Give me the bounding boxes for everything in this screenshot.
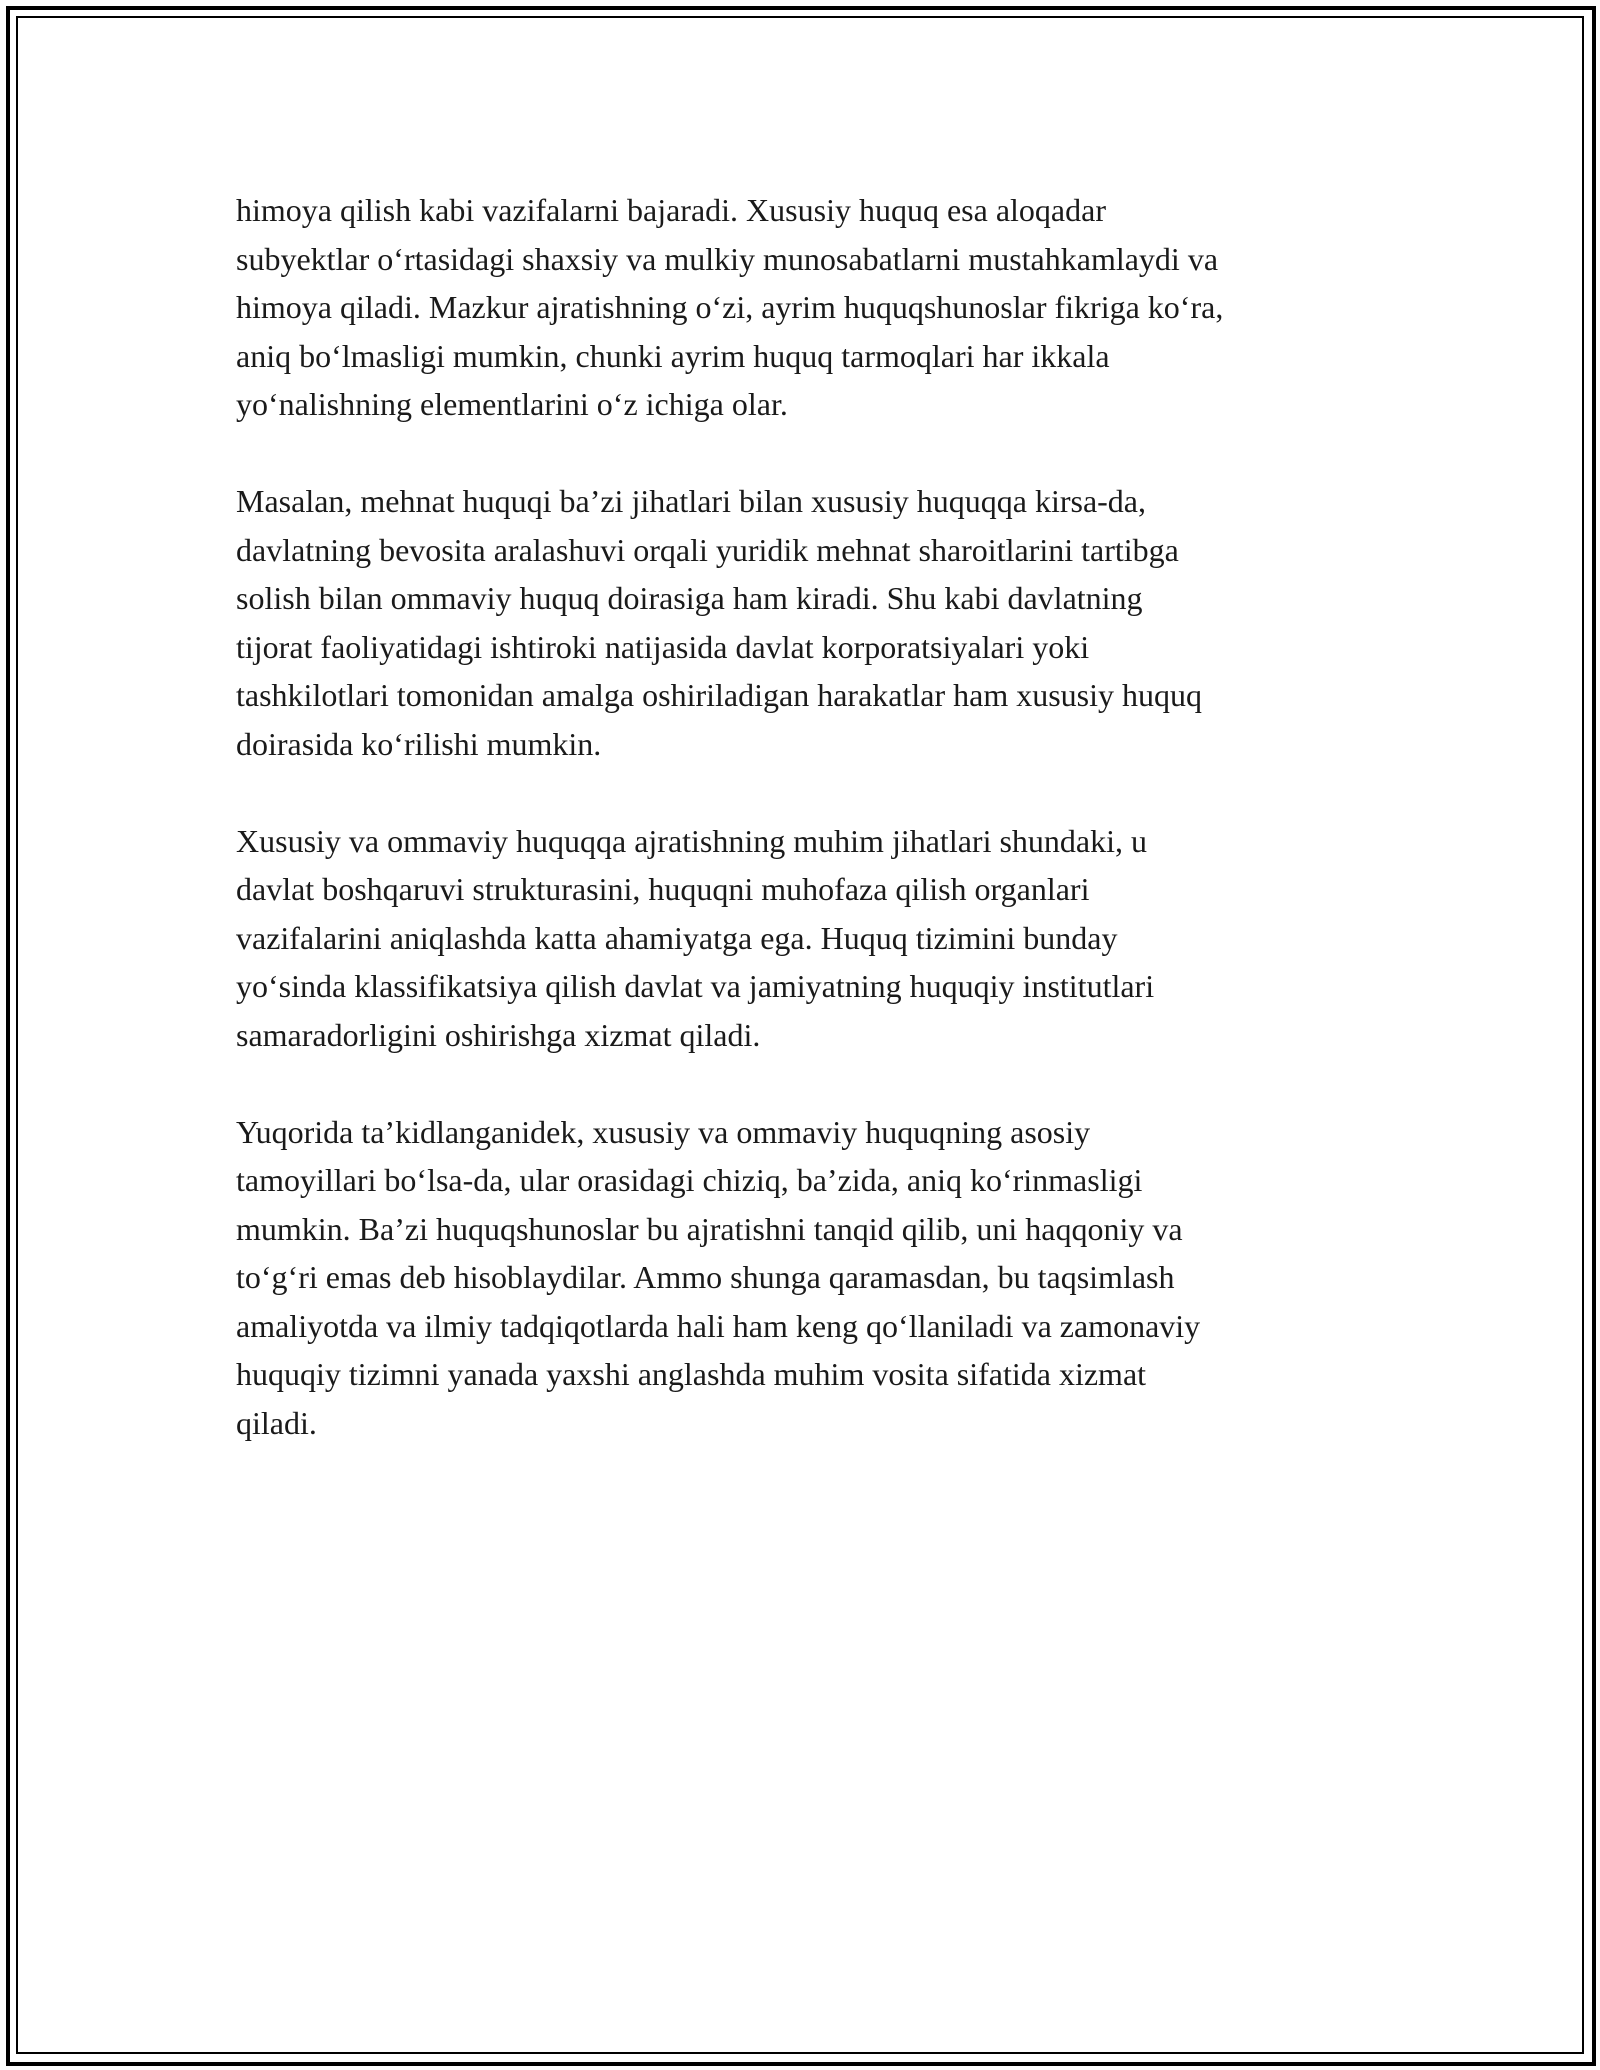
text-line: tijorat faoliyatidagi ishtiroki natijasida davlat korporatsiyalari yoki xyxy=(236,628,1090,665)
paragraph-1 xyxy=(236,186,1396,429)
document-body xyxy=(236,186,1396,1496)
text-line: himoya qilish kabi vazifalarni bajaradi. Xususiy huquq esa aloqadar xyxy=(236,192,1106,228)
text-line: huquqiy tizimni yanada yaxshi anglashda muhim vosita sifatida xizmat xyxy=(236,1356,1147,1392)
text-line: tashkilotlari tomonidan amalga oshiriladigan harakatlar ham xususiy huquq xyxy=(236,677,1202,713)
text-line: himoya qiladi. Mazkur ajratishning o‘zi, ayrim huquqshunoslar fikriga ko‘ra, xyxy=(236,289,1224,325)
text-line: to‘g‘ri emas deb hisoblaydilar. Ammo shunga qaramasdan, bu taqsimlash xyxy=(236,1259,1175,1295)
text-line: subyektlar o‘rtasidagi shaxsiy va mulkiy munosabatlarni mustahkamlaydi va xyxy=(236,240,1219,277)
text-line: mumkin. Ba’zi huquqshunoslar bu ajratishni tanqid qilib, uni haqqoniy va xyxy=(236,1210,1183,1247)
text-line: yo‘sinda klassifikatsiya qilish davlat va jamiyatning huquqiy institutlari xyxy=(236,968,1155,1004)
text-line: doirasida ko‘rilishi mumkin. xyxy=(236,725,602,762)
text-line: davlatning bevosita aralashuvi orqali yuridik mehnat sharoitlarini tartibga xyxy=(236,531,1179,568)
paragraph-3 xyxy=(236,817,1396,1060)
text-line: aniq bo‘lmasligi mumkin, chunki ayrim huquq tarmoqlari har ikkala xyxy=(236,337,1110,374)
text-line: Xususiy va ommaviy huquqqa ajratishning muhim jihatlari shundaki, u xyxy=(236,822,1147,859)
text-line: vazifalarini aniqlashda katta ahamiyatga ega. Huquq tizimini bunday xyxy=(236,919,1118,956)
text-line: davlat boshqaruvi strukturasini, huquqni muhofaza qilish organlari xyxy=(236,871,1090,907)
text-line: samaradorligini oshirishga xizmat qiladi. xyxy=(236,1016,761,1053)
text-line: yo‘nalishning elementlarini o‘z ichiga olar. xyxy=(236,386,788,422)
text-line: amaliyotda va ilmiy tadqiqotlarda hali ham keng qo‘llaniladi va zamonaviy xyxy=(236,1307,1201,1344)
text-line: Masalan, mehnat huquqi ba’zi jihatlari bilan xususiy huquqqa kirsa-da, xyxy=(236,483,1146,519)
paragraph-2 xyxy=(236,477,1396,768)
text-line: Yuqorida ta’kidlanganidek, xususiy va ommaviy huquqning asosiy xyxy=(236,1113,1091,1150)
text-line: qiladi. xyxy=(236,1404,317,1441)
text-line: tamoyillari bo‘lsa-da, ular orasidagi chiziq, ba’zida, aniq ko‘rinmasligi xyxy=(236,1162,1143,1198)
paragraph-4 xyxy=(236,1108,1396,1448)
text-line: solish bilan ommaviy huquq doirasiga ham kiradi. Shu kabi davlatning xyxy=(236,580,1143,616)
